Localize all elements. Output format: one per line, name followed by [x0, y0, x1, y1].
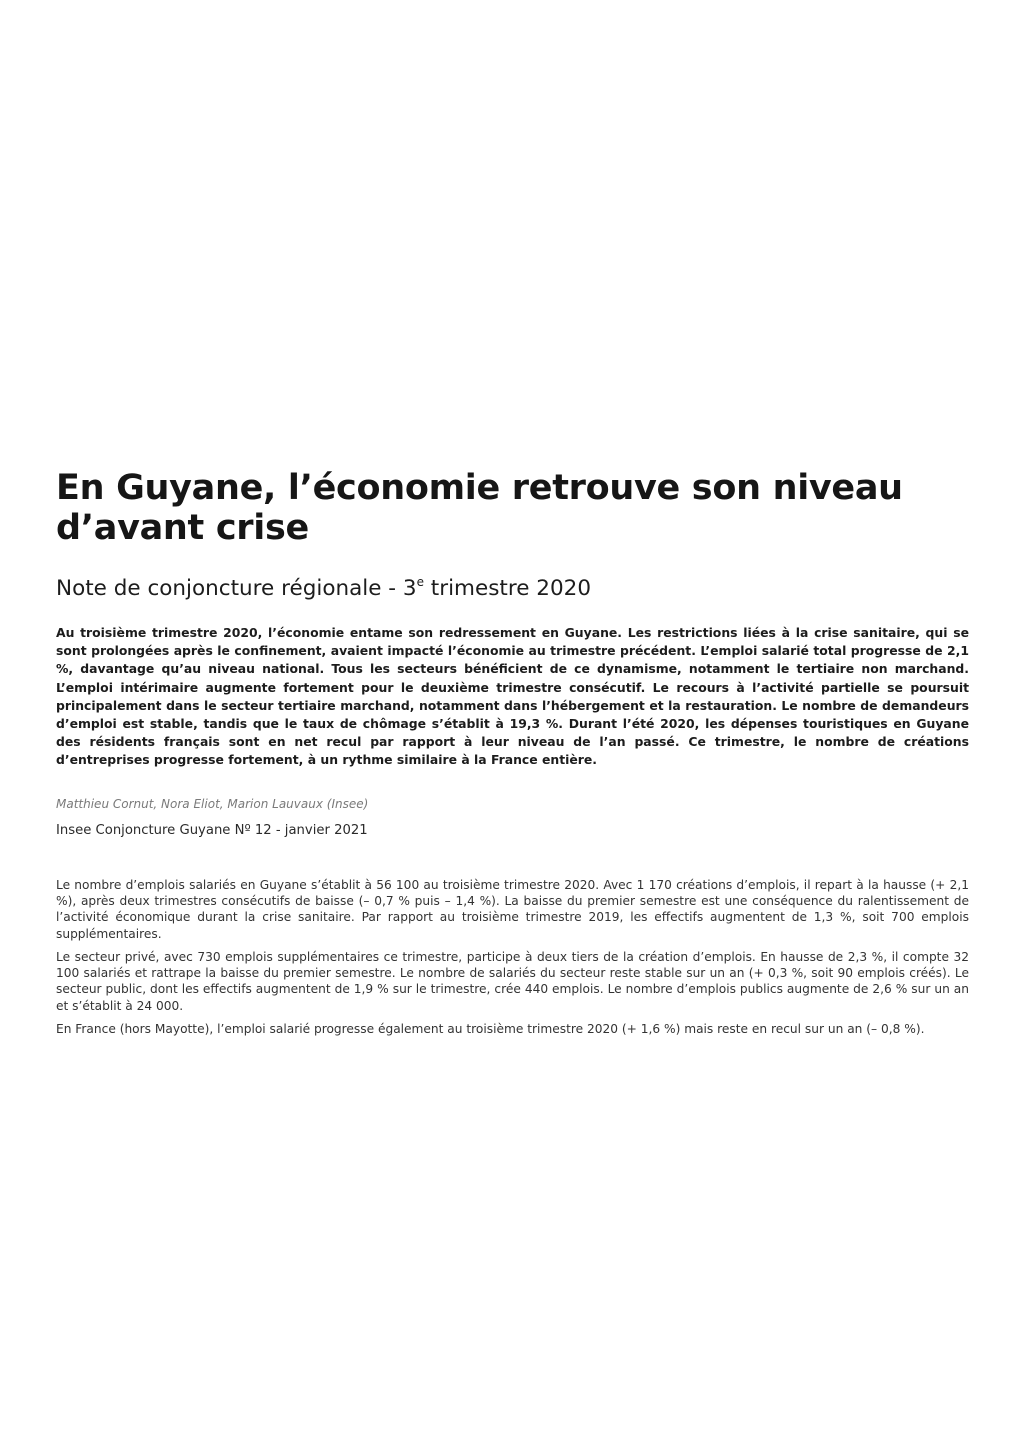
body-paragraph: Le nombre d’emplois salariés en Guyane s’établit à 56 100 au troisième trimestre 2020. Avec 1 170 créations d’emplois, il repart à la hausse (+ 2,1 %), après deux trimestres consécutifs de baisse (– 0,7 % puis – 1,4 %). La baisse du premier semestre est une conséquence du ralentissement de l’activité économique durant la crise sanitaire. Par rapport au troisième trimestre 2019, les effectifs augmentent de 1,3 %, soit 700 emplois supplémentaires.: [56, 877, 969, 941]
body-paragraph: Le secteur privé, avec 730 emplois supplémentaires ce trimestre, participe à deux tiers de la création d’emplois. En hausse de 2,3 %, il compte 32 100 salariés et rattrape la baisse du premier semestre. Le nombre de salariés du secteur reste stable sur un an (+ 0,3 %, soit 90 emplois créés). Le secteur public, dont les effectifs augmentent de 1,9 % sur le trimestre, crée 440 emplois. Le nombre d’emplois publics augmente de 2,6 % sur un an et s’établit à 24 000.: [56, 949, 969, 1013]
document-page: [56, 468, 969, 1044]
subtitle-prefix: Note de conjoncture régionale - 3: [56, 576, 417, 601]
subtitle-suffix: trimestre 2020: [423, 576, 591, 601]
document-subtitle: [56, 568, 696, 603]
authors-line: Matthieu Cornut, Nora Eliot, Marion Lauvaux (Insee): [56, 796, 369, 811]
body-paragraph: En France (hors Mayotte), l’emploi salarié progresse également au troisième trimestre 2020 (+ 1,6 %) mais reste en recul sur un an (– 0,8 %).: [56, 1022, 925, 1036]
subtitle-superscript: e: [416, 575, 424, 589]
body-text: [56, 877, 969, 1038]
abstract-paragraph: Au troisième trimestre 2020, l’économie entame son redressement en Guyane. Les restrictions liées à la crise sanitaire, qui se sont prolongées après le confinement, avaient impacté l’économie au trimestre précédent. L’emploi salarié total progresse de 2,1 %, davantage qu’au niveau national. Tous les secteurs bénéficient de ce dynamisme, notamment le tertiaire non marchand. L’emploi intérimaire augmente fortement pour le deuxième trimestre consécutif. Le recours à l’activité partielle se poursuit principalement dans le secteur tertiaire marchand, notamment dans l’hébergement et la restauration. Le nombre de demandeurs d’emploi est stable, tandis que le taux de chômage s’établit à 19,3 %. Durant l’été 2020, les dépenses touristiques en Guyane des résidents français sont en net recul par rapport à leur niveau de l’an passé. Ce trimestre, le nombre de créations d’entreprises progresse fortement, à un rythme similaire à la France entière.: [56, 625, 969, 768]
publication-reference: Insee Conjoncture Guyane Nº 12 - janvier 2021: [56, 822, 368, 838]
document-title: En Guyane, l’économie retrouve son niveau d’avant crise: [56, 468, 903, 548]
